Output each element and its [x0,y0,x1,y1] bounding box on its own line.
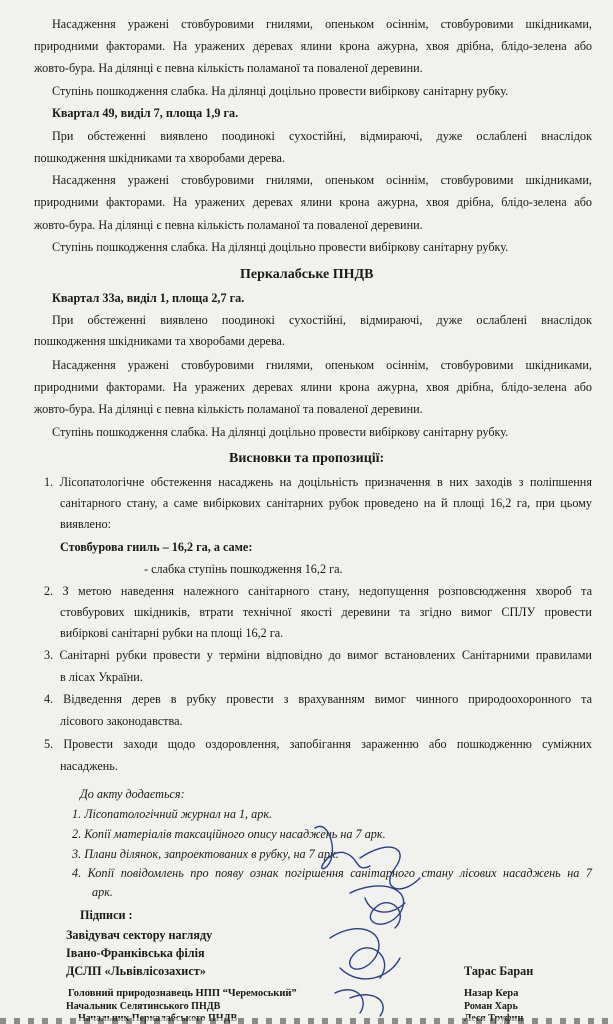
text-line: пошкодження шкідниками та хворобами дерева. [34,334,286,348]
text-line: жовто-бура. На ділянці є певна кількість поламаної та поваленої деревини. [34,61,423,75]
section-heading-kvartal-49: Квартал 49, виділ 7, площа 1,9 га. [52,106,239,120]
attachment-item: 3. Плани ділянок, запроектованих в рубку, на 7 арк. [72,847,339,861]
text-line: Ступінь пошкодження слабка. На ділянці доцільно провести вибіркову санітарну рубку. [52,240,509,254]
text-line: природними факторами. На уражених деревах ялини крона ажурна, хвоя дрібна, блідо-зелена або [34,195,592,209]
conclusions-title: Висновки та пропозиції: [229,451,385,466]
text-line-bold: Стовбурова гниль – 16,2 га, а саме: [60,540,253,554]
section-title-perkalabske: Перкалабське ПНДВ [240,267,374,282]
text-line: При обстеженні виявлено поодинокі сухостійні, відмираючі, дуже ослаблені внаслідок [52,313,592,327]
text-line: жовто-бура. На ділянці є певна кількість поламаної та поваленої деревини. [34,218,423,232]
text-line: - слабка ступінь пошкодження 16,2 га. [144,562,343,576]
signatory-position: Начальник Селятинського ПНДВ [66,1001,221,1012]
attachment-item: 4. Копії повідомлень про появу ознак погіршення санітарного стану лісових насаджень на 7 [72,866,592,880]
text-line: вибіркові санітарні рубки на площі 16,2 га. [60,626,284,640]
text-line: Ступінь пошкодження слабка. На ділянці доцільно провести вибіркову санітарну рубку. [52,84,509,98]
text-line: лісового законодавства. [60,714,183,728]
signatory-name: Назар Кера [464,988,519,999]
scan-edge-artifact [0,1018,613,1024]
text-line: 2. З метою наведення належного санітарного стану, недопущення розповсюдження хвороб та [44,584,592,598]
text-line: Насадження уражені стовбуровими гнилями, опеньком осіннім, стовбуровими шкідниками, [52,358,592,372]
text-line: в лісах України. [60,670,143,684]
text-line: стовбурових шкідників, втрати технічної якості деревини та згідно вимог СПЛУ провести [60,605,592,619]
attachment-item: арк. [92,885,113,899]
text-line: жовто-бура. На ділянці є певна кількість поламаної та поваленої деревини. [34,402,423,416]
text-line: 4. Відведення дерев в рубку провести з врахуванням вимог чинного природоохоронного та [44,692,592,706]
text-line: 1. Лісопатологічне обстеження насаджень на доцільність призначення в них заходів з поліпшення [44,475,592,489]
attachments-title: До акту додається: [80,787,185,801]
signatory-position: Завідувач сектору нагляду [66,928,213,942]
signatures-title: Підпиcи : [80,908,133,922]
section-heading-kvartal-33a: Квартал 33а, виділ 1, площа 2,7 га. [52,291,245,305]
signatory-name: Роман Харь [464,1001,518,1012]
attachment-item: 2. Копії матеріалів таксаційного опису насаджень на 7 арк. [72,827,386,841]
text-line: 5. Провести заходи щодо оздоровлення, запобігання зараженню або пошкодженню суміжних [44,737,592,751]
signatory-position: ДСЛП «Львівлісозахист» [66,964,206,978]
text-line: 3. Санітарні рубки провести у терміни відповідно до вимог встановлених Санітарними правилами [44,648,592,662]
attachment-item: 1. Лісопатологічний журнал на 1, арк. [72,807,273,821]
text-line: Ступінь пошкодження слабка. На ділянці доцільно провести вибіркову санітарну рубку. [52,425,509,439]
signatory-name: Тарас Баран [464,964,534,978]
text-line: пошкодження шкідниками та хворобами дерева. [34,151,286,165]
text-line: Насадження уражені стовбуровими гнилями, опеньком осіннім, стовбуровими шкідниками, [52,17,592,31]
text-line: санітарного стану, а саме вибіркових санітарних рубок проведено на й площі 16,2 га, при цьому [60,496,592,510]
signatory-position: Головний природознавець НПП “Черемоський” [68,988,297,999]
text-line: виявлено: [60,517,111,531]
text-line: насаджень. [60,759,118,773]
text-line: Насадження уражені стовбуровими гнилями, опеньком осіннім, стовбуровими шкідниками, [52,173,592,187]
text-line: При обстеженні виявлено поодинокі сухостійні, відмираючі, дуже ослаблені внаслідок [52,129,592,143]
handwritten-signatures [300,818,450,1018]
signatory-position: Івано-Франківська філія [66,946,205,960]
text-line: природними факторами. На уражених деревах ялини крона ажурна, хвоя дрібна, блідо-зелена або [34,39,592,53]
text-line: природними факторами. На уражених деревах ялини крона ажурна, хвоя дрібна, блідо-зелена або [34,380,592,394]
